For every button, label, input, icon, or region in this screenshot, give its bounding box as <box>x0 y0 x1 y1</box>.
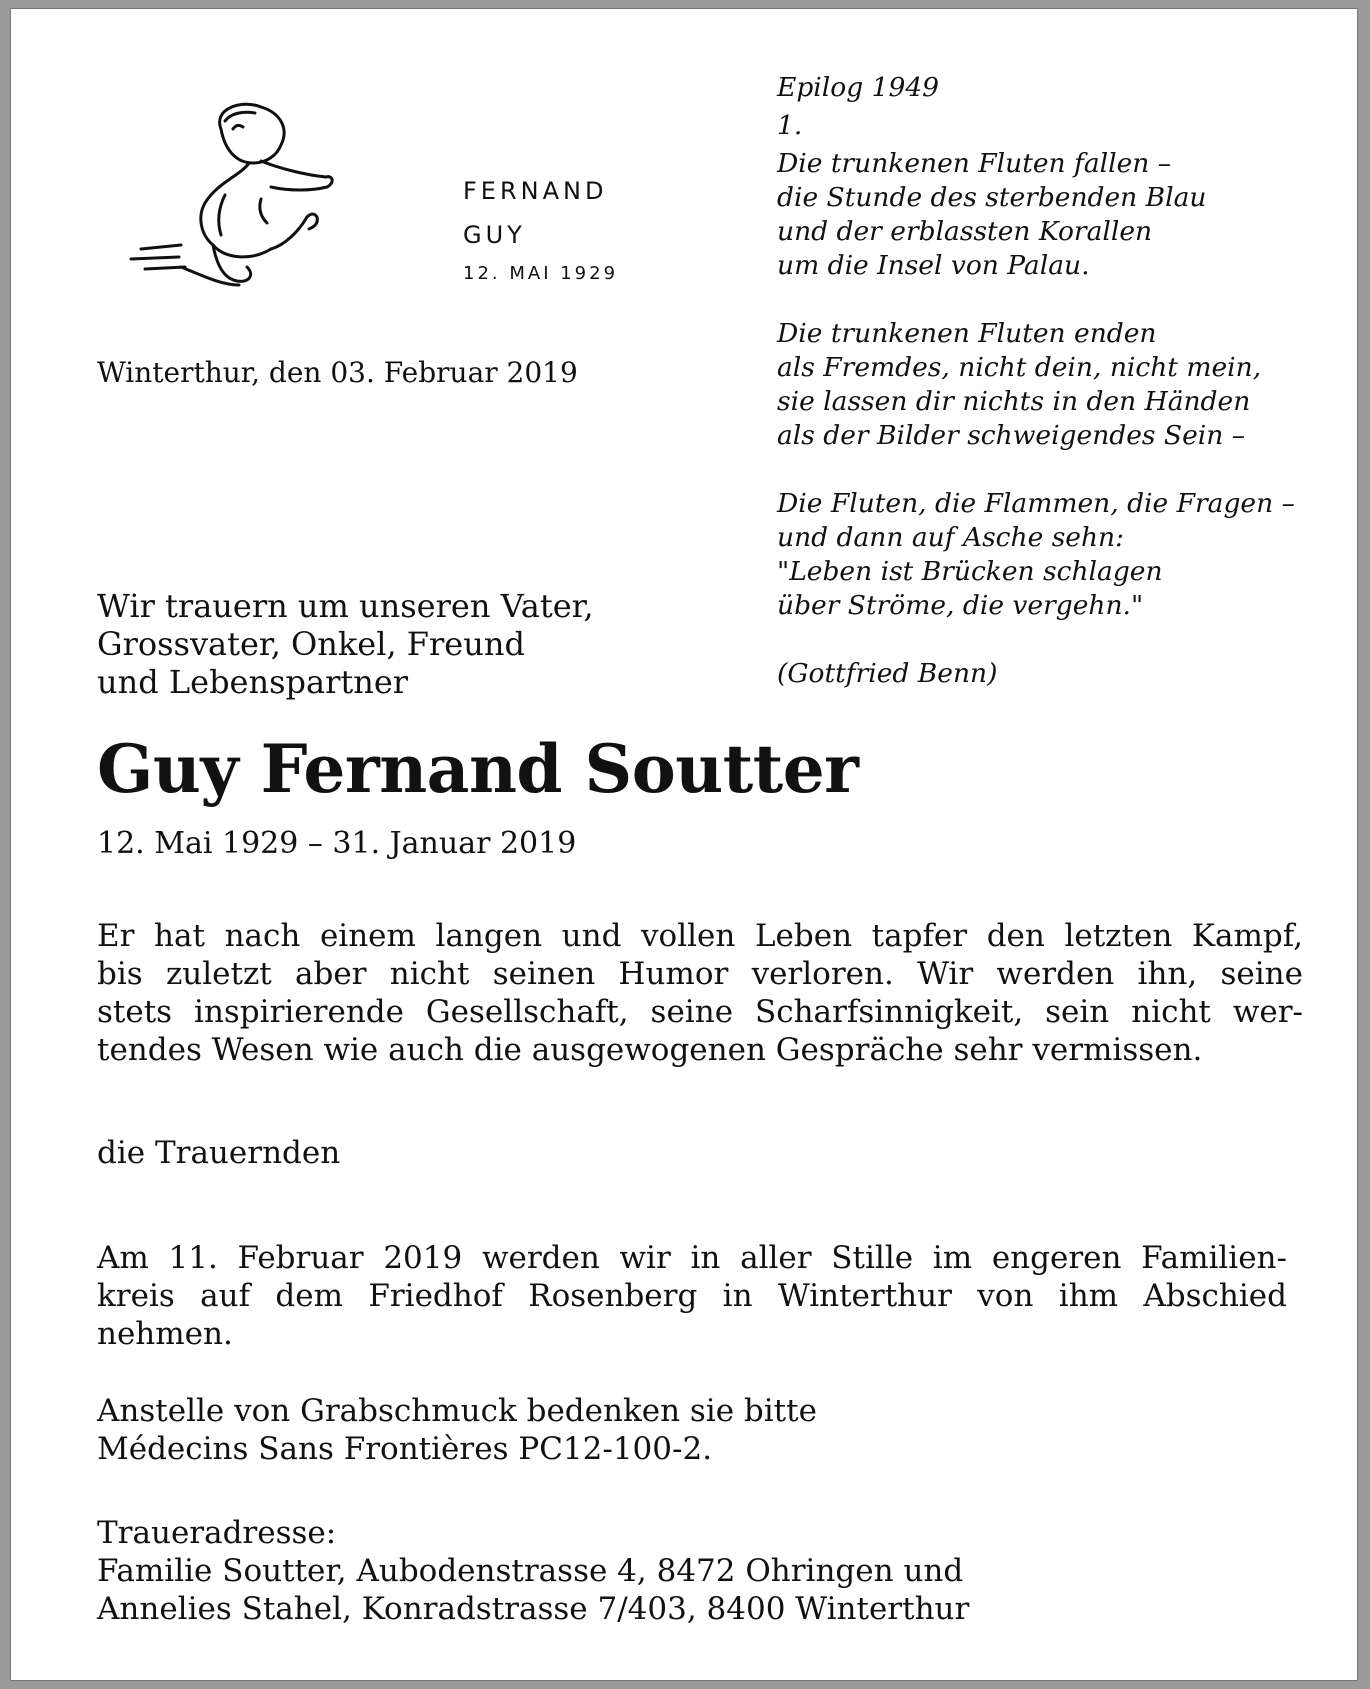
stamp-last-name: GUY <box>463 221 526 249</box>
poem-title: Epilog 1949 <box>777 72 940 103</box>
poem-number: 1. <box>777 110 803 141</box>
poem-line: Die trunkenen Fluten fallen – <box>777 148 1171 179</box>
lifespan: 12. Mai 1929 – 31. Januar 2019 <box>97 826 577 861</box>
poem-line: über Ströme, die vergehn." <box>777 590 1144 621</box>
address-label: Traueradresse: <box>97 1515 337 1551</box>
funeral-notice <box>97 1239 1287 1353</box>
mourning-statement <box>97 587 594 701</box>
mourning-address <box>97 1514 969 1628</box>
poem-line: Die trunkenen Fluten enden <box>777 318 1157 349</box>
donation-request <box>97 1392 817 1468</box>
mourning-line: und Lebenspartner <box>97 663 409 701</box>
poem-stanza <box>777 147 1347 283</box>
tribute-line: Er hat nach einem langen und vollen Leben tapfer den letzten Kampf, <box>97 918 1303 954</box>
birth-stamp <box>463 169 618 291</box>
poem-author: (Gottfried Benn) <box>777 658 998 689</box>
funeral-line: nehmen. <box>97 1316 233 1352</box>
donation-line: Anstelle von Grabschmuck bedenken sie bitte <box>97 1393 817 1429</box>
seated-child-drawing-icon <box>121 99 371 299</box>
mourning-line: Wir trauern um unseren Vater, <box>97 587 594 625</box>
mourning-line: Grossvater, Onkel, Freund <box>97 625 525 663</box>
signature: die Trauernden <box>97 1135 341 1171</box>
deceased-name: Guy Fernand Soutter <box>97 730 859 808</box>
poem-line: "Leben ist Brücken schlagen <box>777 556 1163 587</box>
poem-line: und der erblassten Korallen <box>777 216 1153 247</box>
poem-line: als der Bilder schweigendes Sein – <box>777 420 1245 451</box>
stamp-first-name: FERNAND <box>463 177 608 205</box>
place-date-line: Winterthur, den 03. Februar 2019 <box>97 356 578 389</box>
poem-stanza <box>777 487 1347 623</box>
address-line: Annelies Stahel, Konradstrasse 7/403, 8400 Winterthur <box>97 1591 970 1627</box>
poem-stanza <box>777 317 1347 453</box>
stamp-birth-date: 12. MAI 1929 <box>463 263 619 284</box>
poem-line: sie lassen dir nichts in den Händen <box>777 386 1251 417</box>
tribute-line: stets inspirierende Gesellschaft, seine Scharfsinnigkeit, sein nicht wer- <box>97 994 1303 1030</box>
poem-line: als Fremdes, nicht dein, nicht mein, <box>777 352 1262 383</box>
poem-line: Die Fluten, die Flammen, die Fragen – <box>777 488 1295 519</box>
tribute-text <box>97 917 1303 1069</box>
address-line: Familie Soutter, Aubodenstrasse 4, 8472 Ohringen und <box>97 1553 964 1589</box>
obituary-page <box>10 8 1358 1681</box>
funeral-line: kreis auf dem Friedhof Rosenberg in Winterthur von ihm Abschied <box>97 1278 1287 1314</box>
poem-line: um die Insel von Palau. <box>777 250 1090 281</box>
poem-line: und dann auf Asche sehn: <box>777 522 1125 553</box>
donation-line: Médecins Sans Frontières PC12-100-2. <box>97 1431 713 1467</box>
tribute-line: tendes Wesen wie auch die ausgewogenen Gespräche sehr vermissen. <box>97 1032 1203 1068</box>
funeral-line: Am 11. Februar 2019 werden wir in aller Stille im engeren Familien- <box>97 1240 1287 1276</box>
poem-line: die Stunde des sterbenden Blau <box>777 182 1207 213</box>
poem <box>777 71 1347 691</box>
tribute-line: bis zuletzt aber nicht seinen Humor verloren. Wir werden ihn, seine <box>97 956 1303 992</box>
